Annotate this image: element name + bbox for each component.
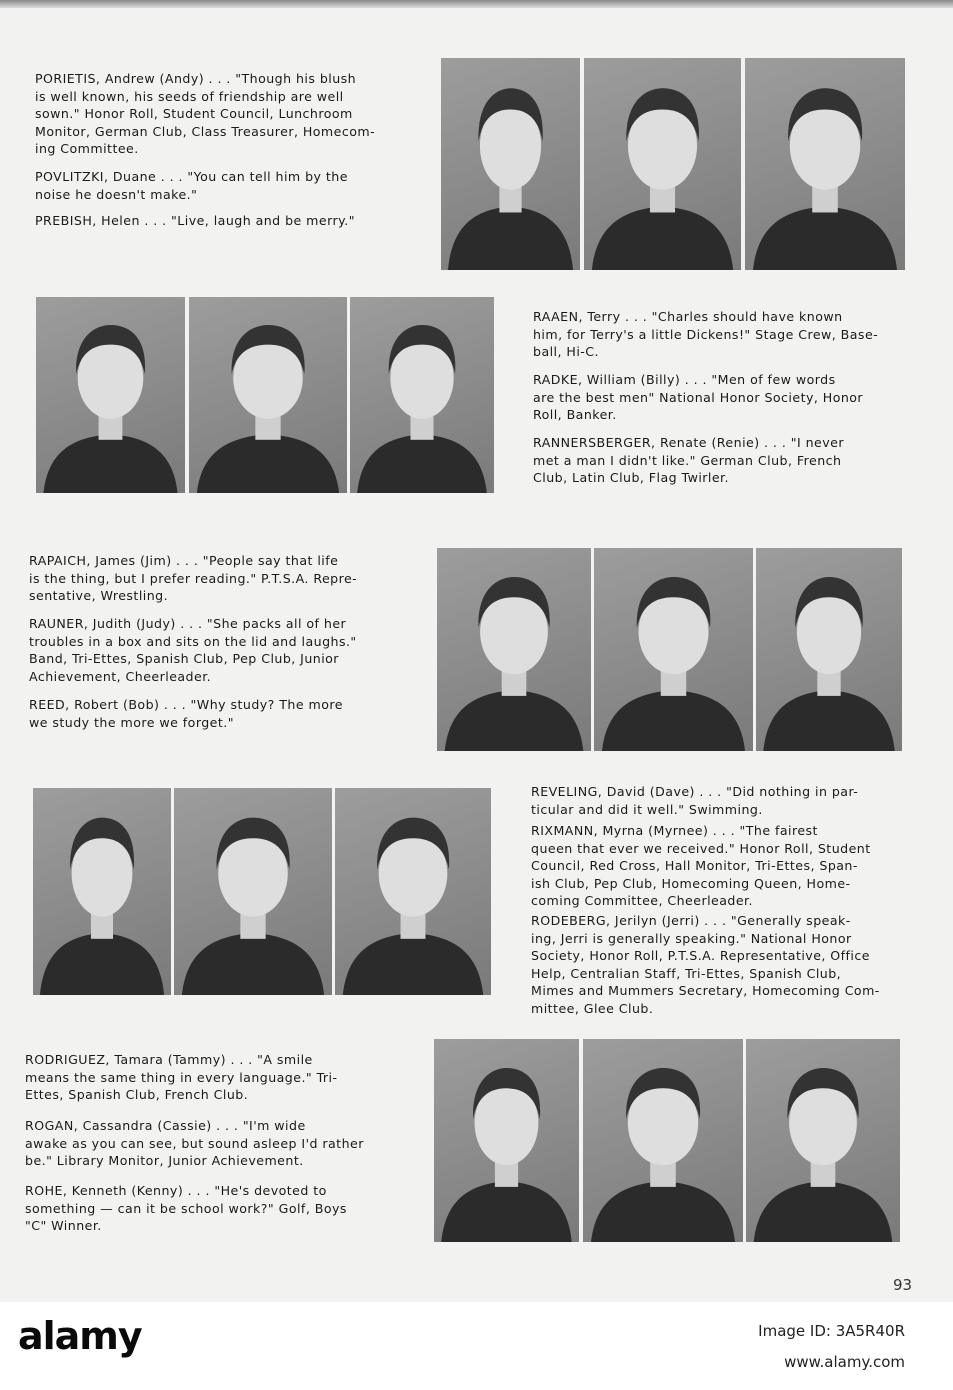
portrait-silhouette [441,58,580,270]
shoulders-shape [592,206,733,270]
entry-rannersberger: RANNERSBERGER, Renate (Renie) . . . "I never met a man I didn't like." German Club, French Club, Latin Club, Flag Twirler. [533,435,844,485]
entry-porietis: PORIETIS, Andrew (Andy) . . . "Though his blush is well known, his seeds of friendship are well sown." Honor Roll, Student Council, Lunchroom Monitor, German Club, Class Treasurer, Homecom- ing Committee. [35,71,376,156]
shoulders-shape [343,933,483,995]
portrait-reed [756,548,902,751]
portrait-raaen [36,297,185,493]
entry-reveling: REVELING, David (Dave) . . . "Did nothing in par- ticular and did it well." Swimming. [531,784,859,817]
shoulders-shape [441,1181,572,1242]
portrait-rogan [583,1039,743,1242]
entry-prebish: PREBISH, Helen . . . "Live, laugh and be merry." [35,213,355,228]
portrait-silhouette [746,1039,900,1242]
portrait-silhouette [189,297,347,493]
entry-rohe: ROHE, Kenneth (Kenny) . . . "He's devoted to something — can it be school work?" Golf, Boys "C" Winner. [25,1183,347,1233]
portrait-silhouette [350,297,494,493]
portrait-silhouette [434,1039,579,1242]
portrait-silhouette [583,1039,743,1242]
entry-povlitzki: POVLITZKI, Duane . . . "You can tell him by the noise he doesn't make." [35,169,348,202]
shoulders-shape [753,206,897,270]
portrait-silhouette [437,548,591,751]
portrait-porietis [441,58,580,270]
shoulders-shape [43,434,177,493]
watermark-brand: alamy [18,1314,142,1358]
shoulders-shape [754,1181,893,1242]
entry-rogan: ROGAN, Cassandra (Cassie) . . . "I'm wide awake as you can see, but sound asleep I'd rather be." Library Monitor, Junior Achievement. [25,1118,364,1168]
watermark-site: www.alamy.com [784,1353,905,1371]
portrait-silhouette [584,58,741,270]
portrait-rauner [594,548,753,751]
watermark-image-id: Image ID: 3A5R40R [758,1322,905,1340]
entry-rixmann: RIXMANN, Myrna (Myrnee) . . . "The fairest queen that ever we received." Honor Roll, Student Council, Red Cross, Hall Monitor, Tri-Ettes, Span- ish Club, Pep Club, Homecoming Queen, Home- coming Committee, Cheerleader. [531,823,871,908]
page-top-edge [0,0,953,8]
shoulders-shape [591,1181,735,1242]
portrait-silhouette [756,548,902,751]
portrait-rixmann [174,788,332,995]
portrait-prebish [745,58,905,270]
portrait-silhouette [335,788,491,995]
portrait-rapaich [437,548,591,751]
portrait-reveling [33,788,171,995]
shoulders-shape [763,690,894,751]
entry-radke: RADKE, William (Billy) . . . "Men of few words are the best men" National Honor Society, Honor Roll, Banker. [533,372,864,422]
portrait-povlitzki [584,58,741,270]
page-number: 93 [893,1276,913,1294]
portrait-rohe [746,1039,900,1242]
portrait-silhouette [745,58,905,270]
shoulders-shape [357,434,487,493]
shoulders-shape [445,690,584,751]
shoulders-shape [602,690,745,751]
entry-rodriguez: RODRIGUEZ, Tamara (Tammy) . . . "A smile means the same thing in every language." Tri- Ettes, Spanish Club, French Club. [25,1052,338,1102]
shoulders-shape [40,933,164,995]
portrait-silhouette [36,297,185,493]
shoulders-shape [182,933,324,995]
entry-rauner: RAUNER, Judith (Judy) . . . "She packs all of her troubles in a box and sits on the lid and laughs." Band, Tri-Ettes, Spanish Club, Pep Club, Junior Achievement, Cheerleader. [29,616,357,684]
watermark-footer [0,1302,953,1390]
portrait-radke [189,297,347,493]
shoulders-shape [448,206,573,270]
portrait-rogan-left [335,788,491,995]
entry-raaen: RAAEN, Terry . . . "Charles should have known him, for Terry's a little Dickens!" Stage Crew, Base- ball, Hi-C. [533,309,879,359]
portrait-silhouette [33,788,171,995]
portrait-silhouette [174,788,332,995]
portrait-rannersberger [350,297,494,493]
shoulders-shape [197,434,339,493]
portrait-rodriguez [434,1039,579,1242]
portrait-silhouette [594,548,753,751]
entry-rapaich: RAPAICH, James (Jim) . . . "People say that life is the thing, but I prefer reading." P.T.S.A. Repre- sentative, Wrestling. [29,553,358,603]
entry-reed: REED, Robert (Bob) . . . "Why study? The more we study the more we forget." [29,697,343,730]
entry-rodeberg: RODEBERG, Jerilyn (Jerri) . . . "Generally speak- ing, Jerri is generally speaking." National Honor Society, Honor Roll, P.T.S.A. Representative, Office Help, Centralian Staff, Tri-Ettes, Spanish Club, Mimes and Mummers Secretary, Homecoming Com- mittee, Glee Club. [531,913,880,1016]
